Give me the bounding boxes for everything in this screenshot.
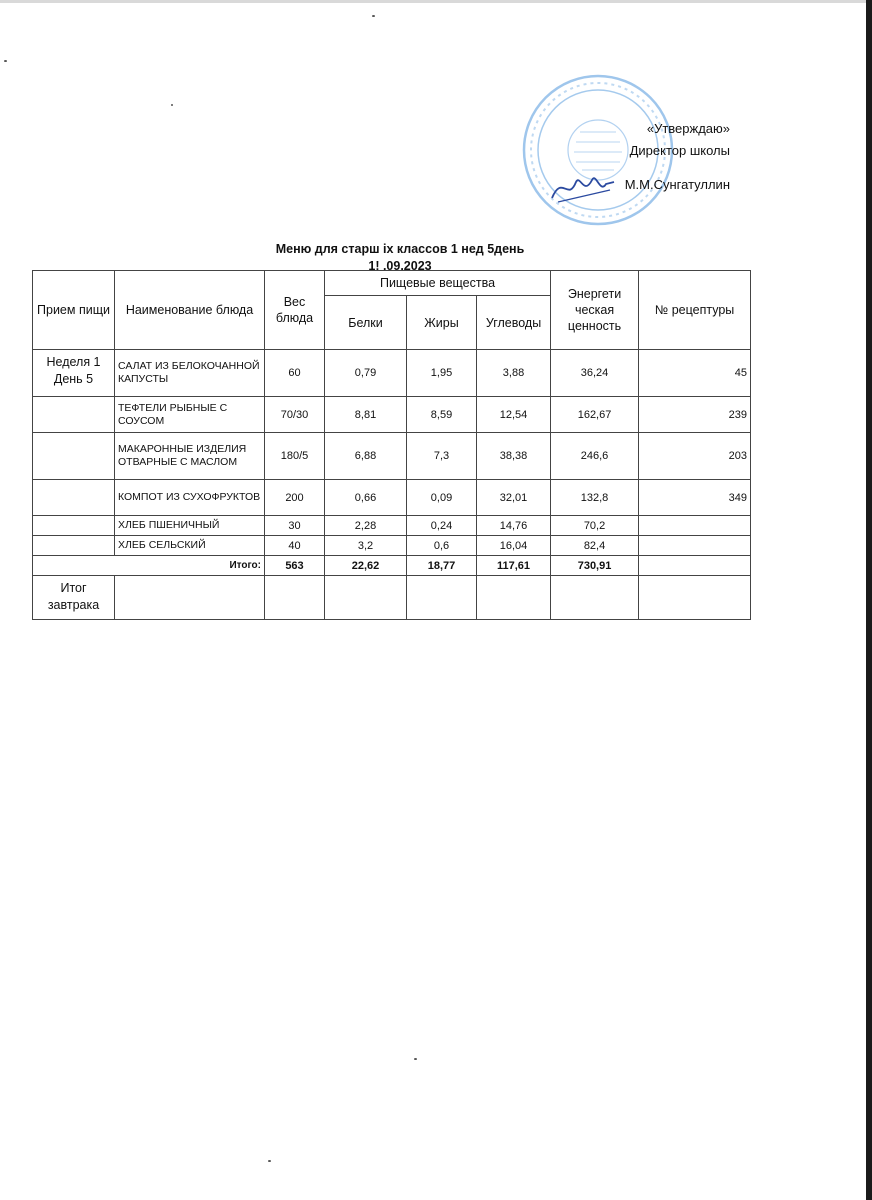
meal-label: Неделя 1 День 5 [33,350,115,397]
header-energy: Энергети ческая ценность [551,271,639,350]
meal-cell-empty [33,397,115,433]
header-dish: Наименование блюда [115,271,265,350]
dish-weight: 180/5 [265,433,325,480]
dish-weight: 40 [265,536,325,556]
meal-cell-empty [33,536,115,556]
dish-carbs: 14,76 [477,516,551,536]
dish-fat: 7,3 [407,433,477,480]
table-row [33,350,751,397]
total-label: Итого: [33,556,265,576]
dish-protein: 3,2 [325,536,407,556]
dish-weight: 60 [265,350,325,397]
dish-energy: 132,8 [551,480,639,516]
total-fat: 18,77 [407,556,477,576]
summary-cell-empty [265,576,325,620]
dish-energy: 70,2 [551,516,639,536]
summary-cell-empty [115,576,265,620]
table-row [33,433,751,480]
meal-cell-empty [33,433,115,480]
meal-cell-empty [33,516,115,536]
table-row [33,397,751,433]
approval-position: Директор школы [629,143,730,158]
summary-cell-empty [551,576,639,620]
header-carbs: Углеводы [477,296,551,350]
dish-name: ХЛЕБ СЕЛЬСКИЙ [115,536,265,556]
dish-carbs: 3,88 [477,350,551,397]
total-row [33,556,751,576]
summary-cell-empty [639,576,751,620]
dish-recipe: 349 [639,480,751,516]
header-protein: Белки [325,296,407,350]
summary-cell-empty [325,576,407,620]
dish-energy: 36,24 [551,350,639,397]
dish-weight: 200 [265,480,325,516]
table-row [33,536,751,556]
header-fat: Жиры [407,296,477,350]
header-nutrients: Пищевые вещества [325,271,551,296]
dish-weight: 30 [265,516,325,536]
scan-speck [414,1058,417,1060]
dish-name: САЛАТ ИЗ БЕЛОКОЧАННОЙ КАПУСТЫ [115,350,265,397]
summary-row [33,576,751,620]
dish-name: КОМПОТ ИЗ СУХОФРУКТОВ [115,480,265,516]
dish-recipe: 203 [639,433,751,480]
total-carbs: 117,61 [477,556,551,576]
dish-protein: 6,88 [325,433,407,480]
dish-carbs: 16,04 [477,536,551,556]
total-energy: 730,91 [551,556,639,576]
scan-speck [171,104,173,106]
dish-name: ТЕФТЕЛИ РЫБНЫЕ С СОУСОМ [115,397,265,433]
menu-date: 1! .09.2023 [368,259,432,273]
meal-cell-empty [33,480,115,516]
dish-name: МАКАРОННЫЕ ИЗДЕЛИЯ ОТВАРНЫЕ С МАСЛОМ [115,433,265,480]
dish-energy: 82,4 [551,536,639,556]
dish-fat: 8,59 [407,397,477,433]
dish-recipe: 239 [639,397,751,433]
summary-cell-empty [407,576,477,620]
menu-title-line: Меню для старш іх классов 1 нед 5день [275,242,525,256]
header-weight: Вес блюда [265,271,325,350]
dish-carbs: 38,38 [477,433,551,480]
header-recipe: № рецептуры [639,271,751,350]
table-row [33,516,751,536]
dish-protein: 0,79 [325,350,407,397]
approval-block [560,118,730,196]
total-protein: 22,62 [325,556,407,576]
dish-fat: 0,6 [407,536,477,556]
dish-energy: 162,67 [551,397,639,433]
dish-energy: 246,6 [551,433,639,480]
approval-director-name: М.М.Сунгатуллин [624,177,730,192]
dish-carbs: 12,54 [477,397,551,433]
table-row [33,480,751,516]
table-header-row [33,271,751,296]
menu-table [32,270,751,620]
approval-heading: «Утверждаю» [646,121,730,136]
dish-fat: 0,09 [407,480,477,516]
breakfast-summary-label: Итог завтрака [33,576,115,620]
dish-carbs: 32,01 [477,480,551,516]
scan-right-edge [866,0,872,1200]
scan-top-edge [0,0,872,3]
scan-speck [268,1160,271,1162]
scan-speck [4,60,7,62]
summary-cell-empty [477,576,551,620]
total-weight: 563 [265,556,325,576]
total-recipe-empty [639,556,751,576]
dish-protein: 2,28 [325,516,407,536]
dish-recipe: 45 [639,350,751,397]
dish-recipe [639,516,751,536]
dish-weight: 70/30 [265,397,325,433]
dish-recipe [639,536,751,556]
dish-name: ХЛЕБ ПШЕНИЧНЫЙ [115,516,265,536]
dish-fat: 0,24 [407,516,477,536]
scan-speck [372,15,375,17]
dish-protein: 8,81 [325,397,407,433]
header-meal: Прием пищи [33,271,115,350]
dish-protein: 0,66 [325,480,407,516]
dish-fat: 1,95 [407,350,477,397]
